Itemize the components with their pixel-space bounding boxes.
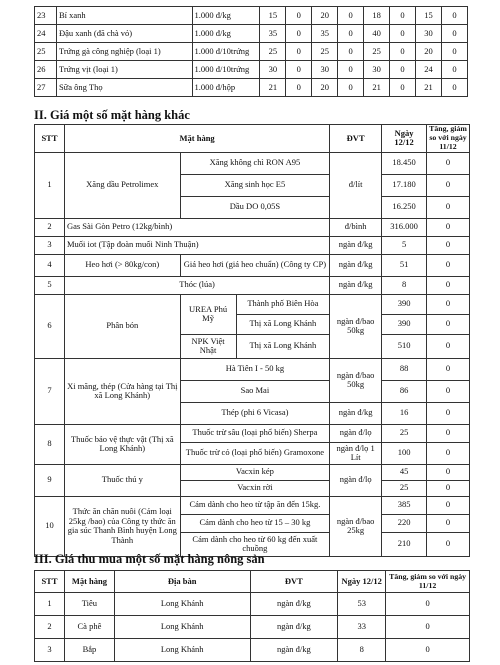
cell-v8: 0 xyxy=(441,43,467,61)
table-row xyxy=(35,152,470,174)
cell-v7: 30 xyxy=(415,25,441,43)
header-change: Tăng, giảm so với ngày 11/12 xyxy=(427,125,470,153)
row-unit: đ/lít xyxy=(330,152,382,218)
table-row xyxy=(35,7,468,25)
cell-stt: 27 xyxy=(35,79,57,97)
row-unit: ngàn đ/kg xyxy=(330,254,382,276)
cell-unit: ngàn đ/kg xyxy=(250,616,338,639)
cell-v6: 0 xyxy=(390,7,416,25)
row-item: Thuốc trừ sâu (loại phổ biến) Sherpa xyxy=(180,424,330,442)
row-unit: ngàn đ/kg xyxy=(330,236,382,254)
row-group: Xăng dầu Petrolimex xyxy=(64,152,180,218)
table-row xyxy=(35,464,470,480)
cell-unit: 1.000 đ/kg xyxy=(192,25,260,43)
row-group: Xi măng, thép (Cửa hàng tại Thị xã Long Khánh) xyxy=(64,358,180,424)
row-item: Xăng sinh học E5 xyxy=(180,174,330,196)
cell-name: Bắp xyxy=(64,639,114,662)
cell-v1: 21 xyxy=(260,79,286,97)
cell-v8: 0 xyxy=(441,79,467,97)
cell-v3: 30 xyxy=(312,61,338,79)
row-stt: 8 xyxy=(35,424,65,464)
table-row xyxy=(35,43,468,61)
row-change: 0 xyxy=(427,532,470,556)
row-change: 0 xyxy=(427,254,470,276)
header-date: Ngày 12/12 xyxy=(382,125,427,153)
row-item: Muối iot (Tập đoàn muối Ninh Thuận) xyxy=(64,236,329,254)
table-row xyxy=(35,358,470,380)
row-change: 0 xyxy=(427,358,470,380)
row-stt: 1 xyxy=(35,152,65,218)
cell-name: Tiêu xyxy=(64,593,114,616)
header-item: Mặt hàng xyxy=(64,571,114,593)
cell-v7: 21 xyxy=(415,79,441,97)
table-row xyxy=(35,593,470,616)
row-price: 510 xyxy=(382,334,427,358)
table-row xyxy=(35,79,468,97)
row-price: 385 xyxy=(382,496,427,514)
cell-v5: 30 xyxy=(364,61,390,79)
row-price: 210 xyxy=(382,532,427,556)
cell-stt: 23 xyxy=(35,7,57,25)
row-unit: ngàn đ/bao 50kg xyxy=(330,358,382,402)
row-item: Hà Tiên I - 50 kg xyxy=(180,358,330,380)
table-row xyxy=(35,294,470,314)
section3-table xyxy=(34,570,470,662)
row-change: 0 xyxy=(427,152,470,174)
section2-header-row xyxy=(35,125,470,153)
cell-unit: 1.000 đ/10trứng xyxy=(192,43,260,61)
row-price: 25 xyxy=(382,480,427,496)
section3-body xyxy=(35,593,470,662)
cell-unit: ngàn đ/kg xyxy=(250,593,338,616)
cell-v1: 35 xyxy=(260,25,286,43)
cell-v4: 0 xyxy=(338,61,364,79)
cell-v3: 20 xyxy=(312,79,338,97)
row-price: 220 xyxy=(382,514,427,532)
row-change: 0 xyxy=(427,442,470,464)
row-unit: ngàn đ/lọ xyxy=(330,464,382,496)
row-price: 17.180 xyxy=(382,174,427,196)
row-price: 16.250 xyxy=(382,196,427,218)
row-price: 316.000 xyxy=(382,218,427,236)
cell-unit: 1.000 đ/10trứng xyxy=(192,61,260,79)
cell-v7: 15 xyxy=(415,7,441,25)
row-stt: 9 xyxy=(35,464,65,496)
row-change: 0 xyxy=(427,380,470,402)
cell-v4: 0 xyxy=(338,43,364,61)
cell-name: Sữa ông Thọ xyxy=(56,79,192,97)
section3-header-row xyxy=(35,571,470,593)
row-item: Cám dành cho heo từ 15 – 30 kg xyxy=(180,514,330,532)
row-item: Giá heo hơi (giá heo chuẩn) (Công ty CP) xyxy=(180,254,330,276)
row-change: 0 xyxy=(427,276,470,294)
cell-v8: 0 xyxy=(441,25,467,43)
table-row xyxy=(35,496,470,514)
cell-v2: 0 xyxy=(286,61,312,79)
table-row xyxy=(35,61,468,79)
cell-unit: 1.000 đ/hộp xyxy=(192,79,260,97)
cell-name: Đậu xanh (đã chà vỏ) xyxy=(56,25,192,43)
row-change: 0 xyxy=(427,314,470,334)
section2-table xyxy=(34,124,470,557)
row-item: Gas Sài Gòn Petro (12kg/bình) xyxy=(64,218,329,236)
cell-v5: 25 xyxy=(364,43,390,61)
table-row xyxy=(35,424,470,442)
row-price: 5 xyxy=(382,236,427,254)
row-item: Thành phố Biên Hòa xyxy=(236,294,330,314)
cell-stt: 25 xyxy=(35,43,57,61)
header-date: Ngày 12/12 xyxy=(338,571,386,593)
header-change: Tăng, giảm so với ngày 11/12 xyxy=(386,571,470,593)
row-group: Heo hơi (> 80kg/con) xyxy=(64,254,180,276)
table-row xyxy=(35,254,470,276)
row-change: 0 xyxy=(427,174,470,196)
row-change: 0 xyxy=(427,236,470,254)
row-item: Dầu DO 0,05S xyxy=(180,196,330,218)
row-change: 0 xyxy=(427,496,470,514)
cell-stt: 3 xyxy=(35,639,65,662)
cell-v7: 20 xyxy=(415,43,441,61)
row-item: Cám dành cho heo từ 60 kg đến xuất chuồng xyxy=(180,532,330,556)
cell-v3: 35 xyxy=(312,25,338,43)
cell-area: Long Khánh xyxy=(114,639,250,662)
row-stt: 5 xyxy=(35,276,65,294)
cell-price: 33 xyxy=(338,616,386,639)
cell-unit: 1.000 đ/kg xyxy=(192,7,260,25)
row-stt: 3 xyxy=(35,236,65,254)
section1-body xyxy=(35,7,468,97)
cell-v8: 0 xyxy=(441,61,467,79)
cell-chg: 0 xyxy=(386,616,470,639)
cell-v3: 25 xyxy=(312,43,338,61)
row-price: 100 xyxy=(382,442,427,464)
header-stt: STT xyxy=(35,571,65,593)
row-stt: 4 xyxy=(35,254,65,276)
cell-v1: 15 xyxy=(260,7,286,25)
row-item: Thị xã Long Khánh xyxy=(236,334,330,358)
row-unit: ngàn đ/lọ 1 Lít xyxy=(330,442,382,464)
row-stt: 2 xyxy=(35,218,65,236)
row-stt: 6 xyxy=(35,294,65,358)
row-item: Thóc (lúa) xyxy=(64,276,329,294)
row-change: 0 xyxy=(427,464,470,480)
row-group: Thuốc thú y xyxy=(64,464,180,496)
cell-stt: 26 xyxy=(35,61,57,79)
row-price: 45 xyxy=(382,464,427,480)
cell-stt: 24 xyxy=(35,25,57,43)
cell-v3: 20 xyxy=(312,7,338,25)
row-group: Thức ăn chăn nuôi (Cám loại 25kg /bao) của Công ty thức ăn gia súc Thanh Bình huyện Long Thành xyxy=(64,496,180,556)
row-item: Vacxin kép xyxy=(180,464,330,480)
cell-name: Trứng vịt (loại 1) xyxy=(56,61,192,79)
table-row xyxy=(35,236,470,254)
cell-chg: 0 xyxy=(386,639,470,662)
row-stt: 10 xyxy=(35,496,65,556)
header-stt: STT xyxy=(35,125,65,153)
row-price: 51 xyxy=(382,254,427,276)
row-stt: 7 xyxy=(35,358,65,424)
cell-chg: 0 xyxy=(386,593,470,616)
row-change: 0 xyxy=(427,514,470,532)
cell-v2: 0 xyxy=(286,43,312,61)
cell-v7: 24 xyxy=(415,61,441,79)
row-change: 0 xyxy=(427,424,470,442)
row-group: Thuốc bảo vệ thực vật (Thị xã Long Khánh) xyxy=(64,424,180,464)
row-change: 0 xyxy=(427,480,470,496)
row-change: 0 xyxy=(427,334,470,358)
cell-v1: 25 xyxy=(260,43,286,61)
cell-name: Cà phê xyxy=(64,616,114,639)
row-item: Cám dành cho heo từ tập ăn đến 15kg. xyxy=(180,496,330,514)
cell-area: Long Khánh xyxy=(114,616,250,639)
row-item: Thị xã Long Khánh xyxy=(236,314,330,334)
cell-area: Long Khánh xyxy=(114,593,250,616)
cell-unit: ngàn đ/kg xyxy=(250,639,338,662)
row-change: 0 xyxy=(427,294,470,314)
header-unit: ĐVT xyxy=(250,571,338,593)
cell-stt: 1 xyxy=(35,593,65,616)
section1-table xyxy=(34,6,468,97)
cell-v4: 0 xyxy=(338,7,364,25)
cell-v6: 0 xyxy=(390,43,416,61)
row-item: Thép (phi 6 Vicasa) xyxy=(180,402,330,424)
cell-stt: 2 xyxy=(35,616,65,639)
row-price: 390 xyxy=(382,314,427,334)
row-price: 86 xyxy=(382,380,427,402)
cell-v6: 0 xyxy=(390,61,416,79)
cell-v1: 30 xyxy=(260,61,286,79)
cell-v6: 0 xyxy=(390,25,416,43)
header-area: Địa bàn xyxy=(114,571,250,593)
row-item: Thuốc trừ cỏ (loại phổ biến) Gramoxone xyxy=(180,442,330,464)
row-unit: đ/bình xyxy=(330,218,382,236)
row-price: 18.450 xyxy=(382,152,427,174)
section3-title: III. Giá thu mua một số mặt hàng nông sản xyxy=(34,552,265,566)
row-item: Sao Mai xyxy=(180,380,330,402)
row-unit: ngàn đ/bao 50kg xyxy=(330,294,382,358)
table-row xyxy=(35,639,470,662)
cell-v5: 40 xyxy=(364,25,390,43)
cell-v2: 0 xyxy=(286,25,312,43)
row-item: Xăng không chì RON A95 xyxy=(180,152,330,174)
table-row xyxy=(35,25,468,43)
row-unit: ngàn đ/kg xyxy=(330,402,382,424)
cell-v5: 18 xyxy=(364,7,390,25)
cell-v5: 21 xyxy=(364,79,390,97)
cell-price: 8 xyxy=(338,639,386,662)
header-item: Mặt hàng xyxy=(64,125,329,153)
cell-v4: 0 xyxy=(338,79,364,97)
cell-v2: 0 xyxy=(286,79,312,97)
cell-v8: 0 xyxy=(441,7,467,25)
cell-name: Bí xanh xyxy=(56,7,192,25)
cell-v2: 0 xyxy=(286,7,312,25)
row-price: 88 xyxy=(382,358,427,380)
row-subgroup: UREA Phú Mỹ xyxy=(180,294,236,334)
row-unit: ngàn đ/kg xyxy=(330,276,382,294)
header-unit: ĐVT xyxy=(330,125,382,153)
cell-name: Trứng gà công nghiệp (loại 1) xyxy=(56,43,192,61)
cell-v6: 0 xyxy=(390,79,416,97)
row-price: 25 xyxy=(382,424,427,442)
cell-v4: 0 xyxy=(338,25,364,43)
cell-price: 53 xyxy=(338,593,386,616)
row-group: Phân bón xyxy=(64,294,180,358)
row-unit: ngàn đ/lọ xyxy=(330,424,382,442)
table-row xyxy=(35,276,470,294)
row-price: 16 xyxy=(382,402,427,424)
row-item: Vacxin rời xyxy=(180,480,330,496)
row-price: 390 xyxy=(382,294,427,314)
row-subgroup: NPK Việt Nhật xyxy=(180,334,236,358)
section2-title: II. Giá một số mặt hàng khác xyxy=(34,108,190,122)
table-row xyxy=(35,616,470,639)
row-change: 0 xyxy=(427,196,470,218)
row-change: 0 xyxy=(427,218,470,236)
row-unit: ngàn đ/bao 25kg xyxy=(330,496,382,556)
row-price: 8 xyxy=(382,276,427,294)
row-change: 0 xyxy=(427,402,470,424)
table-row xyxy=(35,218,470,236)
